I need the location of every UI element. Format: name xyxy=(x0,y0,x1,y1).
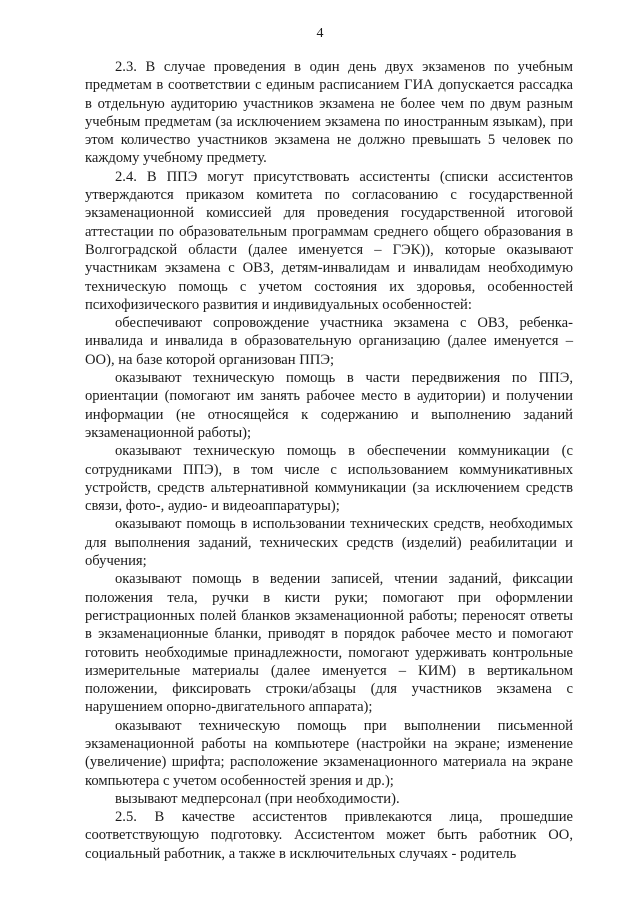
list-item-medical-staff: вызывают медперсонал (при необходимости). xyxy=(115,790,400,807)
paragraph-2-4: 2.4. В ППЭ могут присутствовать ассистенты (списки ассистентов утверждаются приказом комитета по согласованию с государственной экзаменационной комиссией для проведения государственной итоговой аттестации по образовательным программам среднего общего образования в Волгоградской области (далее именуется – ГЭК)), которые оказывают участникам экзамена с ОВЗ, детям-инвалидам и инвалидам необходимую техническую помощь с учетом состояния их здоровья, особенностей психофизического развития и индивидуальных особенностей: xyxy=(85,168,573,313)
list-item-technical-means-help: оказывают помощь в использовании технических средств, необходимых для выполнения заданий, технических средств (изделий) реабилитации и обучения; xyxy=(85,516,573,570)
paragraph-2-5: 2.5. В качестве ассистентов привлекаются лица, прошедшие соответствующую подготовку. Ассистентом может быть работник ОО, социальный работник, а также в исключительных случаях - родитель xyxy=(85,809,573,862)
list-item-communication-help: оказывают техническую помощь в обеспечении коммуникации (с сотрудниками ППЭ), в том числе с использованием коммуникативных устройств, средств альтернативной коммуникации (за исключением средств связи, фото-, аудио- и видеоаппаратуры); xyxy=(85,443,573,515)
page-number: 4 xyxy=(316,26,324,41)
list-item-escort: обеспечивают сопровождение участника экзамена с ОВЗ, ребенка-инвалида и инвалида в образовательную организацию (далее именуется – ОО), на базе которой организован ППЭ; xyxy=(85,315,573,368)
document-body xyxy=(85,58,573,863)
list-item-computer-help: оказывают техническую помощь при выполнении письменной экзаменационной работы на компьютере (настройки на экране; изменение (увеличение) шрифта; расположение экзаменационного материала на экране компьютера с учетом особенностей зрения и др.); xyxy=(85,717,573,789)
list-item-writing-help: оказывают помощь в ведении записей, чтении заданий, фиксации положения тела, ручки в кисти руки; помогают при оформлении регистрационных полей бланков экзаменационной работы; переносят ответы в экзаменационные бланки, приводят в порядок рабочее место и помогают готовить необходимые принадлежности, помогают удерживать контрольные измерительные материалы (далее именуется – КИМ) в вертикальном положении, фиксировать строки/абзацы (для участников экзамена с нарушением опорно-двигательного аппарата); xyxy=(85,571,573,716)
list-item-movement-help: оказывают техническую помощь в части передвижения по ППЭ, ориентации (помогают им занять рабочее место в аудитории) и получении информации (не относящейся к содержанию и выполнению заданий экзаменационной работы); xyxy=(85,370,573,441)
paragraph-2-3: 2.3. В случае проведения в один день двух экзаменов по учебным предметам в соответствии с единым расписанием ГИА допускается рассадка в отдельную аудиторию участников экзамена не более чем по двум разным учебным предметам (за исключением экзамена по иностранным языкам), при этом количество участников экзамена не должно превышать 5 человек по каждому учебному предмету. xyxy=(85,59,573,167)
